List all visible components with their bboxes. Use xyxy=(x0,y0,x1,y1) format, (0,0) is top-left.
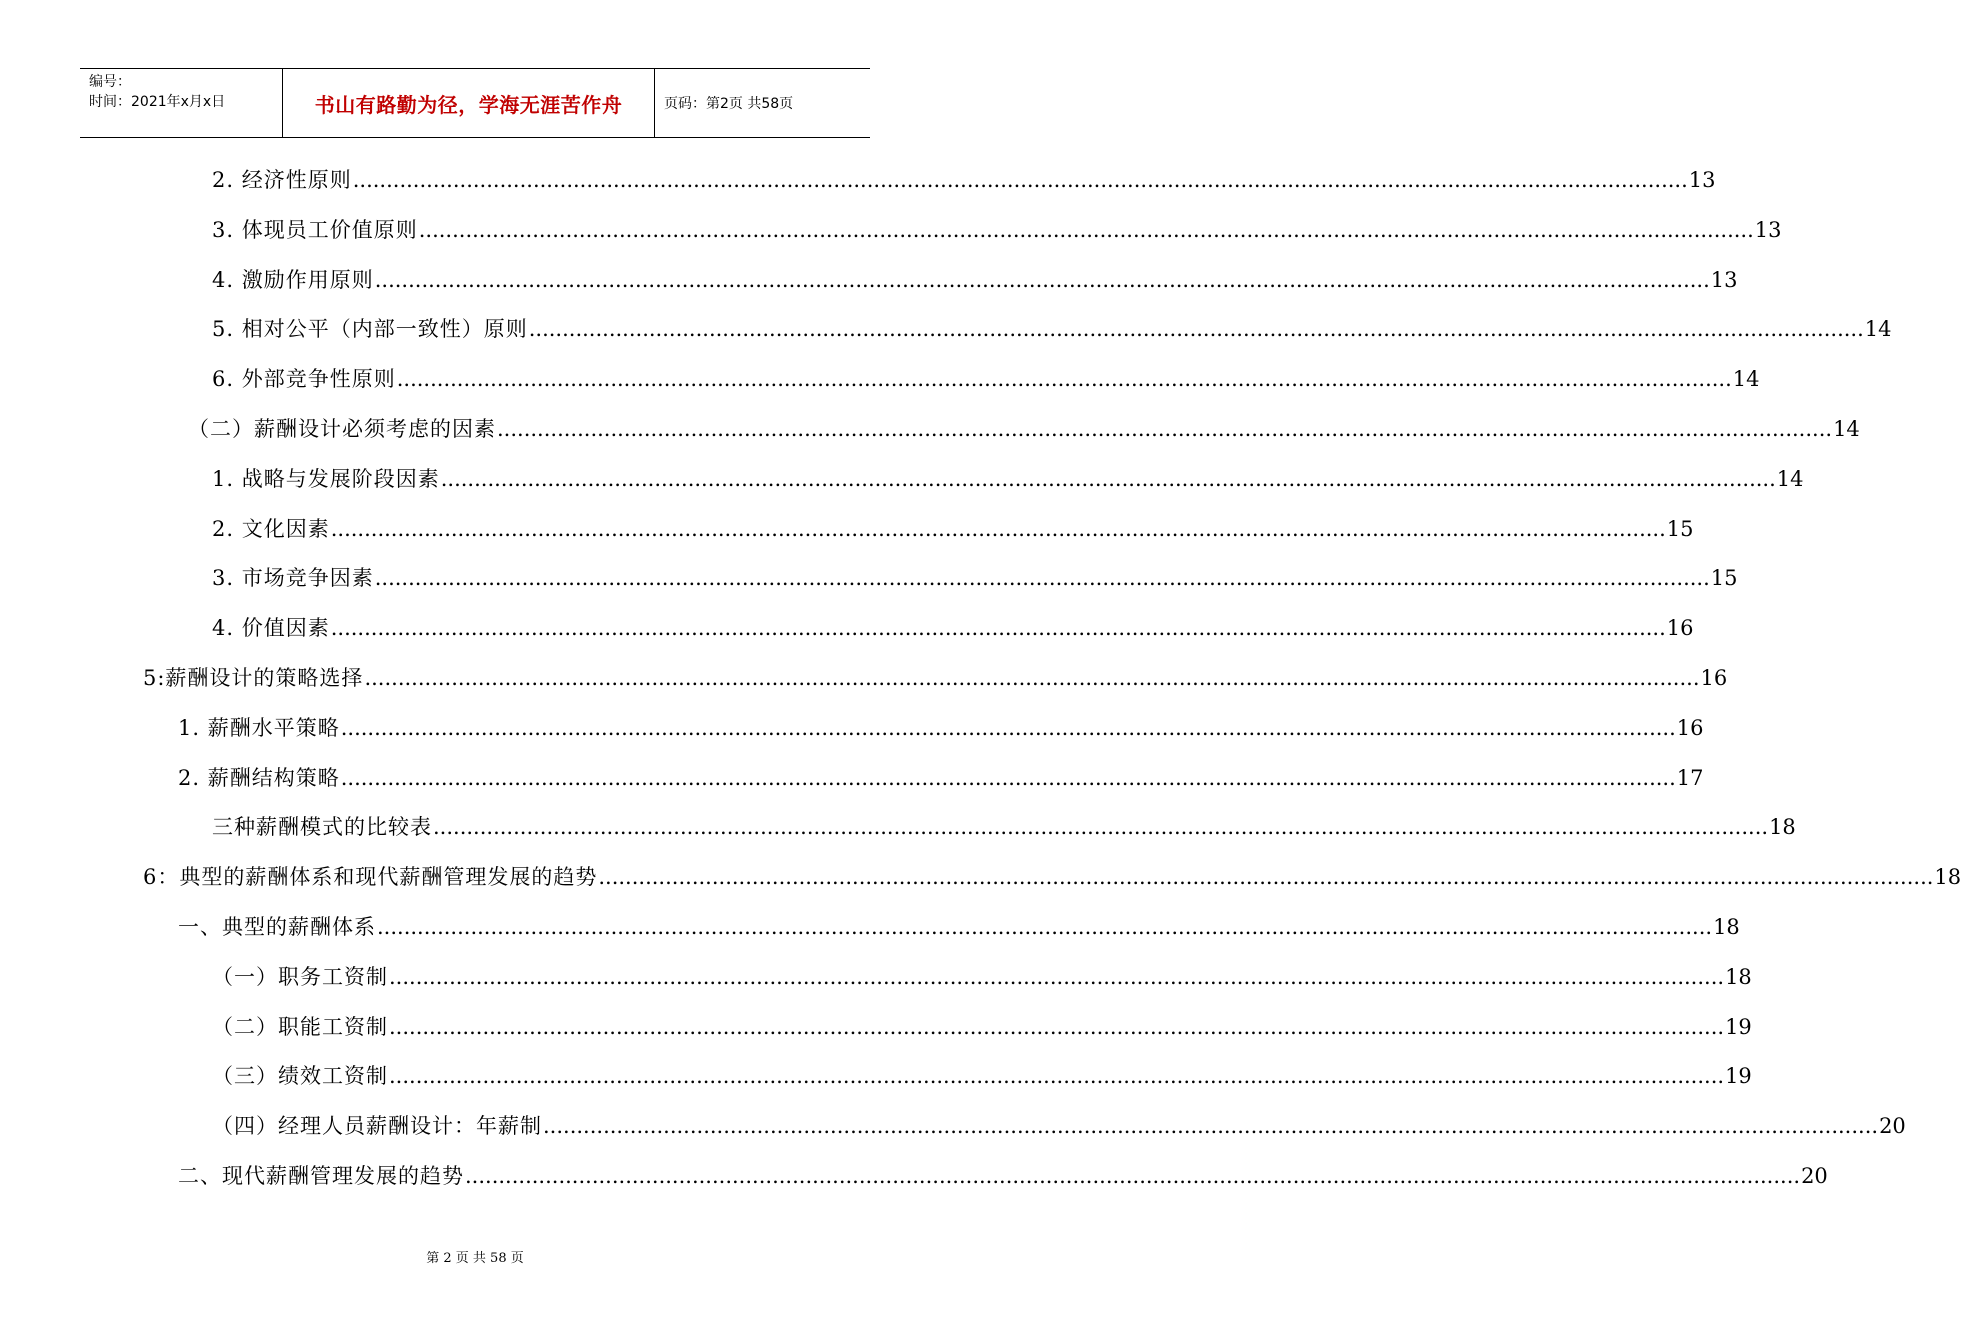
toc-entry[interactable] xyxy=(212,1106,1906,1146)
toc-entry-title: （三）绩效工资制 xyxy=(212,1064,388,1089)
toc-entry[interactable] xyxy=(212,509,1694,549)
toc-entry-title: 2. 文化因素 xyxy=(212,516,330,541)
toc-leader-dots: ........................................................................................................................................................................................................ xyxy=(340,765,1676,790)
toc-entry-page-number: 18 xyxy=(1769,815,1796,840)
toc-leader-dots: ........................................................................................................................................................................................................ xyxy=(389,1064,1725,1089)
toc-entry-page-number: 16 xyxy=(1700,666,1728,690)
toc-entry-page-number: 20 xyxy=(1801,1164,1828,1188)
toc-entry[interactable] xyxy=(212,459,1804,499)
toc-entry-title: （二）职能工资制 xyxy=(212,1014,388,1039)
toc-entry-title: 2. 薪酬结构策略 xyxy=(178,765,340,790)
toc-entry-title: 1. 薪酬水平策略 xyxy=(178,715,340,740)
toc-leader-dots: ........................................................................................................................................................................................................ xyxy=(465,1164,1801,1188)
toc-entry-page-number: 15 xyxy=(1710,566,1738,591)
toc-leader-dots: ........................................................................................................................................................................................................ xyxy=(374,566,1710,591)
toc-entry-page-number: 16 xyxy=(1676,715,1704,740)
toc-entry[interactable] xyxy=(178,1156,1828,1196)
toc-entry[interactable] xyxy=(212,160,1716,200)
toc-leader-dots: ........................................................................................................................................................................................................ xyxy=(389,964,1725,989)
document-number-label: 编号： xyxy=(89,74,131,90)
toc-entry-title: 4. 激励作用原则 xyxy=(212,267,374,292)
toc-leader-dots: ........................................................................................................................................................................................................ xyxy=(352,168,1688,192)
toc-entry-title: 一、典型的薪酬体系 xyxy=(178,915,376,939)
toc-entry-title: 5. 相对公平（内部一致性）原则 xyxy=(212,317,528,342)
toc-entry-page-number: 20 xyxy=(1879,1114,1906,1139)
toc-entry-title: （二）薪酬设计必须考虑的因素 xyxy=(188,417,496,441)
page-header xyxy=(80,68,870,138)
toc-entry-title: 1. 战略与发展阶段因素 xyxy=(212,466,440,491)
toc-entry-page-number: 14 xyxy=(1776,466,1804,491)
toc-entry-page-number: 15 xyxy=(1666,516,1694,541)
toc-entry-title: 3. 体现员工价值原则 xyxy=(212,217,418,242)
toc-entry[interactable] xyxy=(212,1007,1752,1047)
toc-entry-title: 三种薪酬模式的比较表 xyxy=(212,815,432,840)
toc-leader-dots: ........................................................................................................................................................................................................ xyxy=(440,466,1776,491)
toc-entry-page-number: 13 xyxy=(1754,217,1782,242)
toc-leader-dots: ........................................................................................................................................................................................................ xyxy=(330,516,1666,541)
toc-entry-page-number: 14 xyxy=(1833,417,1860,441)
toc-entry[interactable] xyxy=(178,708,1704,748)
toc-entry-page-number: 17 xyxy=(1676,765,1704,790)
page-footer: 第 2 页 共 58 页 xyxy=(426,1251,524,1266)
toc-leader-dots: ........................................................................................................................................................................................................ xyxy=(364,666,1700,690)
toc-entry[interactable] xyxy=(212,608,1694,648)
toc-entry-page-number: 16 xyxy=(1666,616,1694,641)
toc-entry[interactable] xyxy=(143,658,1728,698)
toc-entry[interactable] xyxy=(178,758,1704,798)
toc-entry-page-number: 18 xyxy=(1934,865,1961,890)
toc-leader-dots: ........................................................................................................................................................................................................ xyxy=(497,417,1833,441)
toc-entry[interactable] xyxy=(212,359,1760,399)
toc-entry-title: （一）职务工资制 xyxy=(212,964,388,989)
toc-entry-title: 6：典型的薪酬体系和现代薪酬管理发展的趋势 xyxy=(143,865,598,890)
header-right-cell xyxy=(655,69,870,137)
toc-entry-page-number: 14 xyxy=(1732,367,1760,392)
toc-leader-dots: ........................................................................................................................................................................................................ xyxy=(340,715,1676,740)
toc-entry-title: 5:薪酬设计的策略选择 xyxy=(143,666,364,690)
toc-leader-dots: ........................................................................................................................................................................................................ xyxy=(528,317,1864,342)
header-motto: 书山有路勤为径，学海无涯苦作舟 xyxy=(314,92,623,117)
toc-entry[interactable] xyxy=(178,907,1740,947)
toc-entry[interactable] xyxy=(212,807,1796,847)
toc-entry-page-number: 13 xyxy=(1710,267,1738,292)
toc-entry[interactable] xyxy=(212,558,1738,598)
toc-entry[interactable] xyxy=(143,857,1961,897)
toc-entry-title: 6. 外部竞争性原则 xyxy=(212,367,396,392)
document-time-label: 时间：2021年x月x日 xyxy=(89,94,226,110)
toc-leader-dots: ........................................................................................................................................................................................................ xyxy=(418,217,1754,242)
toc-entry[interactable] xyxy=(188,409,1860,449)
header-left-cell xyxy=(80,69,283,137)
toc-entry-title: 4. 价值因素 xyxy=(212,616,330,641)
toc-entry-page-number: 19 xyxy=(1725,1014,1752,1039)
toc-leader-dots: ........................................................................................................................................................................................................ xyxy=(396,367,1732,392)
toc-entry-page-number: 13 xyxy=(1688,168,1716,192)
toc-entry-page-number: 18 xyxy=(1725,964,1752,989)
toc-leader-dots: ........................................................................................................................................................................................................ xyxy=(433,815,1769,840)
toc-entry[interactable] xyxy=(212,1056,1752,1096)
header-page-label: 页码：第2页 共58页 xyxy=(664,96,794,112)
toc-leader-dots: ........................................................................................................................................................................................................ xyxy=(598,865,1934,890)
toc-entry-title: 二、现代薪酬管理发展的趋势 xyxy=(178,1164,464,1188)
header-middle-cell xyxy=(283,69,655,137)
toc-leader-dots: ........................................................................................................................................................................................................ xyxy=(330,616,1666,641)
toc-entry[interactable] xyxy=(212,260,1738,300)
toc-entry-title: （四）经理人员薪酬设计：年薪制 xyxy=(212,1114,542,1139)
toc-entry-page-number: 14 xyxy=(1864,317,1892,342)
toc-entry[interactable] xyxy=(212,309,1892,349)
toc-entry[interactable] xyxy=(212,210,1782,250)
toc-entry[interactable] xyxy=(212,957,1752,997)
toc-leader-dots: ........................................................................................................................................................................................................ xyxy=(389,1014,1725,1039)
toc-entry-title: 3. 市场竞争因素 xyxy=(212,566,374,591)
toc-leader-dots: ........................................................................................................................................................................................................ xyxy=(377,915,1713,939)
toc-leader-dots: ........................................................................................................................................................................................................ xyxy=(374,267,1710,292)
toc-leader-dots: ........................................................................................................................................................................................................ xyxy=(543,1114,1879,1139)
toc-entry-page-number: 19 xyxy=(1725,1064,1752,1089)
toc-entry-page-number: 18 xyxy=(1713,915,1740,939)
toc-entry-title: 2. 经济性原则 xyxy=(212,168,352,192)
